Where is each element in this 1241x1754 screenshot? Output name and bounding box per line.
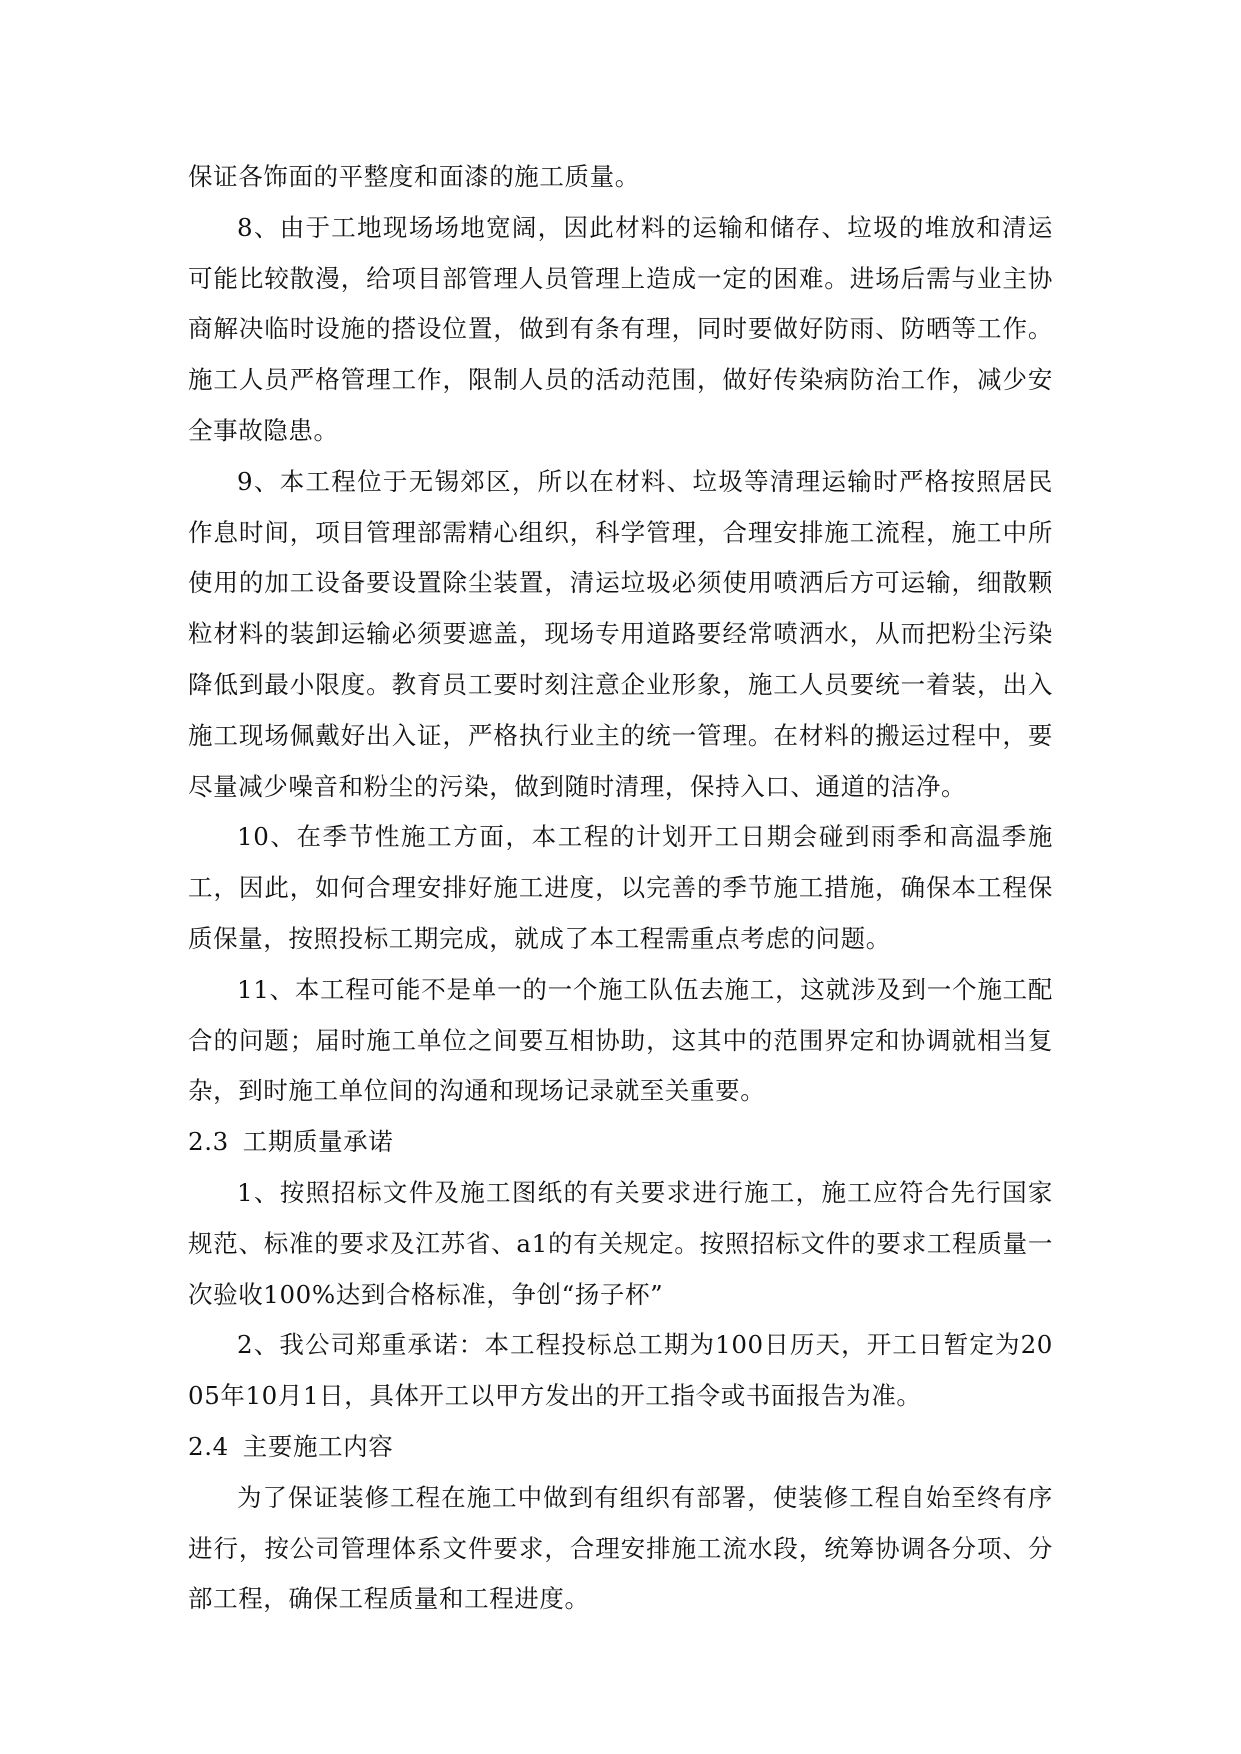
section-number: 2.3: [188, 1127, 229, 1157]
section-number: 2.4: [188, 1431, 229, 1461]
section-title: 主要施工内容: [242, 1431, 394, 1461]
paragraph-item-8: 8、由于工地现场场地宽阔，因此材料的运输和储存、垃圾的堆放和清运可能比较散漫，给项目部管理人员管理上造成一定的困难。进场后需与业主协商解决临时设施的搭设位置，做到有条有理，同时要做好防雨、防晒等工作。施工人员严格管理工作，限制人员的活动范围，做好传染病防治工作，减少安全事故隐患。: [188, 212, 1053, 445]
construction-content-paragraph: 为了保证装修工程在施工中做到有组织有部署，使装修工程自始至终有序进行，按公司管理体系文件要求，合理安排施工流水段，统筹协调各分项、分部工程，确保工程质量和工程进度。: [188, 1482, 1053, 1614]
section-heading-2-4: [188, 1422, 1053, 1473]
section-heading-2-3: [188, 1117, 1053, 1168]
commitment-paragraph-2: 2、我公司郑重承诺：本工程投标总工期为100日历天，开工日暂定为2005年10月1日，具体开工以甲方发出的开工指令或书面报告为准。: [188, 1330, 1053, 1411]
document-body: [188, 152, 1053, 1625]
paragraph-item-10: 10、在季节性施工方面，本工程的计划开工日期会碰到雨季和高温季施工，因此，如何合理安排好施工进度，以完善的季节施工措施，确保本工程保质保量，按照投标工期完成，就成了本工程需重点考虑的问题。: [188, 822, 1053, 953]
paragraph-item-9: 9、本工程位于无锡郊区，所以在材料、垃圾等清理运输时严格按照居民作息时间，项目管理部需精心组织，科学管理，合理安排施工流程，施工中所使用的加工设备要设置除尘装置，清运垃圾必须使用喷洒后方可运输，细散颗粒材料的装卸运输必须要遮盖，现场专用道路要经常喷洒水，从而把粉尘污染降低到最小限度。教育员工要时刻注意企业形象，施工人员要统一着装，出入施工现场佩戴好出入证，严格执行业主的统一管理。在材料的搬运过程中，要尽量减少噪音和粉尘的污染，做到随时清理，保持入口、通道的洁净。: [188, 466, 1053, 801]
section-title: 工期质量承诺: [242, 1127, 394, 1157]
paragraph-continuation: 保证各饰面的平整度和面漆的施工质量。: [188, 162, 640, 191]
paragraph-item-11: 11、本工程可能不是单一的一个施工队伍去施工，这就涉及到一个施工配合的问题；届时施工单位之间要互相协助，这其中的范围界定和协调就相当复杂，到时施工单位间的沟通和现场记录就至关重要。: [188, 974, 1053, 1106]
commitment-paragraph-1: 1、按照招标文件及施工图纸的有关要求进行施工，施工应符合先行国家规范、标准的要求及江苏省、a1的有关规定。按照招标文件的要求工程质量一次验收100%达到合格标准，争创“扬子杯”: [188, 1177, 1053, 1309]
